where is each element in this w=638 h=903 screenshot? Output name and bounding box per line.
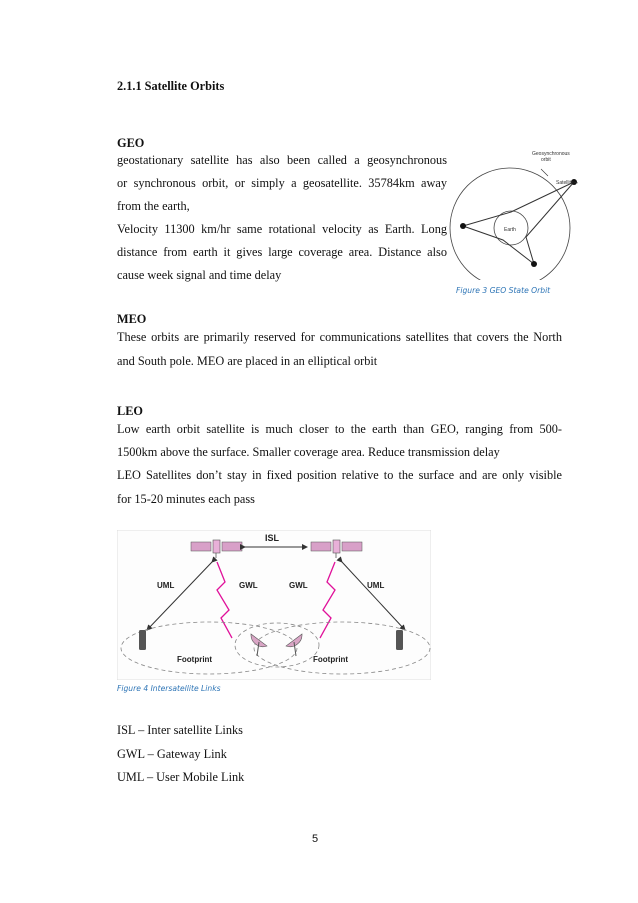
label-uml-left: UML [157,581,175,590]
satellite-label: Satellite [556,180,574,186]
meo-line-1: These orbits are primarily reserved for communications satellites that covers the North [117,330,562,344]
geo-line-4: Velocity 11300 km/hr same rotational velocity as Earth. Long [117,222,447,236]
geo-figure-caption: Figure 3 GEO State Orbit [456,286,551,295]
label-footprint-right: Footprint [313,655,349,664]
geo-heading: GEO [117,136,145,150]
label-isl: ISL [265,533,280,543]
section-heading: 2.1.1 Satellite Orbits [117,79,225,93]
intersatellite-links-figure [117,530,431,680]
page-number: 5 [312,833,319,845]
label-gwl-right: GWL [289,581,308,590]
meo-heading: MEO [117,312,147,326]
satellite-dot-left [460,223,466,229]
leo-line-4: for 15-20 minutes each pass [117,492,255,506]
label-gwl-left: GWL [239,581,258,590]
geo-line-5: distance from earth it gives large coverage area. Distance also [117,245,447,259]
orbit-circle [450,168,570,280]
geo-orbit-figure [448,140,578,280]
definition-isl: ISL – Inter satellite Links [117,723,243,737]
leo-line-2: 1500km above the surface. Smaller coverage area. Reduce transmission delay [117,445,500,459]
leo-line-1: Low earth orbit satellite is much closer to the earth than GEO, ranging from 500- [117,422,562,436]
geo-line-6: cause week signal and time delay [117,268,282,282]
geo-line-1: geostationary satellite has also been called a geosynchronous [117,153,447,167]
orbit-label-2: orbit [541,157,551,163]
leo-heading: LEO [117,404,143,418]
meo-line-2: and South pole. MEO are placed in an elliptical orbit [117,354,378,368]
label-uml-right: UML [367,581,385,590]
phone-left-icon [139,630,146,650]
isl-figure-caption: Figure 4 Intersatellite Links [117,684,221,693]
satellite-dot-bottom [531,261,537,267]
definition-uml: UML – User Mobile Link [117,770,245,784]
label-footprint-left: Footprint [177,655,213,664]
geo-line-2: or synchronous orbit, or simply a geosatellite. 35784km away [117,176,447,190]
leo-line-3: LEO Satellites don’t stay in fixed position relative to the surface and are only visible [117,468,562,482]
phone-right-icon [396,630,403,650]
definition-gwl: GWL – Gateway Link [117,747,227,761]
geo-line-3: from the earth, [117,199,190,213]
orbit-label-1: Geosynchronous [532,151,570,157]
earth-label: Earth [504,227,516,233]
